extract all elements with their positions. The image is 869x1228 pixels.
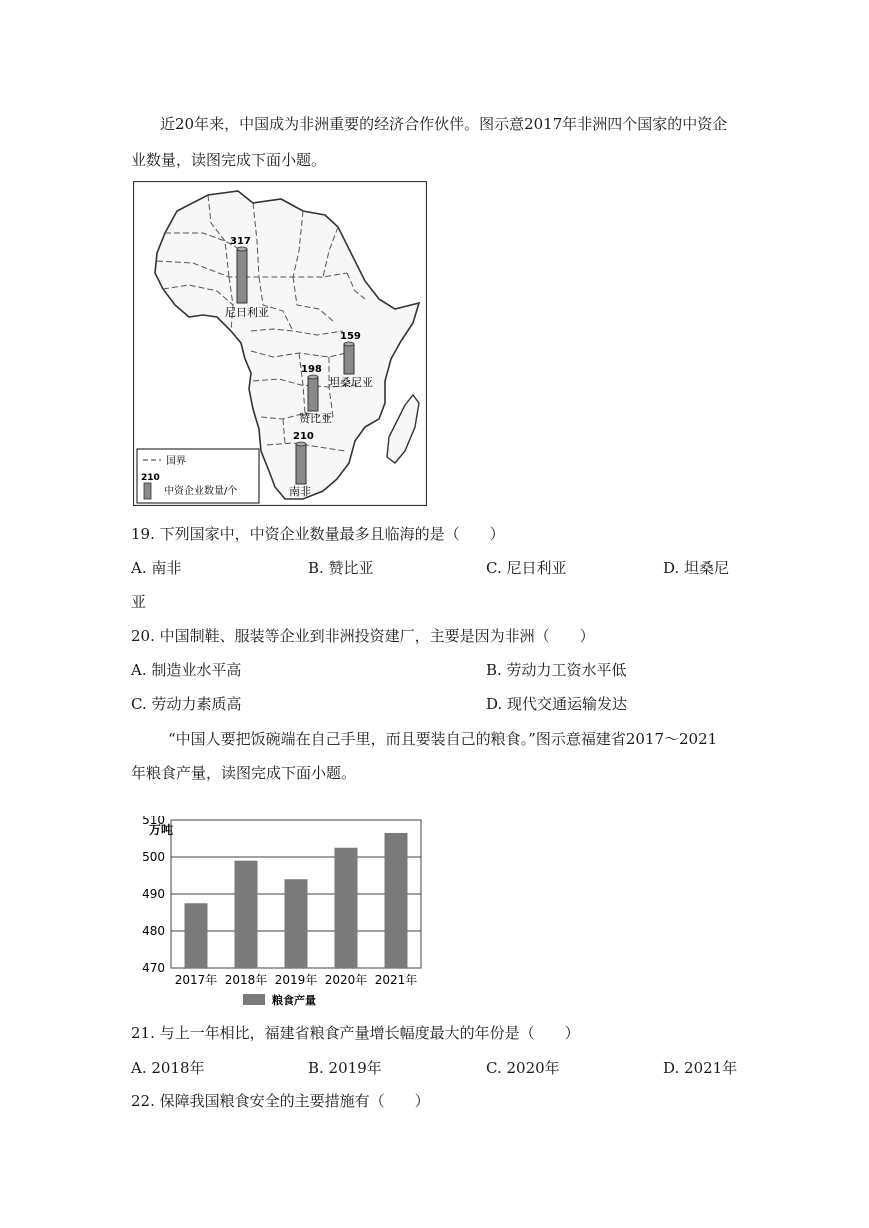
intro2-line1: “中国人要把饭碗端在自己手里，而且要装自己的粮食。”图示意福建省2017～2021 xyxy=(168,730,718,748)
x-tick-label: 2018年 xyxy=(224,973,268,987)
label-nigeria: 尼日利亚 xyxy=(225,306,269,319)
y-tick-label: 510 xyxy=(142,816,165,827)
x-tick-label: 2019年 xyxy=(274,973,318,987)
intro1-line1: 近20年来，中国成为非洲重要的经济合作伙伴。图示意2017年非洲四个国家的中资企 xyxy=(160,115,728,133)
q20-stem: 20. 中国制鞋、服装等企业到非洲投资建厂，主要是因为非洲（ ） xyxy=(131,627,595,645)
bar-tanzania xyxy=(344,344,354,374)
chart-legend-label: 粮食产量 xyxy=(272,994,316,1007)
bar-2021年 xyxy=(385,833,408,968)
map-legend xyxy=(137,449,259,503)
bar-nigeria xyxy=(237,249,247,303)
bar-2017年 xyxy=(185,903,208,968)
bar-south-africa xyxy=(296,444,306,484)
q20-option-d[interactable]: D. 现代交通运输发达 xyxy=(486,695,628,713)
label-tanzania: 坦桑尼亚 xyxy=(329,376,373,389)
x-tick-label: 2020年 xyxy=(324,973,368,987)
legend-bar-symbol xyxy=(144,483,151,499)
q21-option-a[interactable]: A. 2018年 xyxy=(131,1059,205,1077)
q19-stem: 19. 下列国家中，中资企业数量最多且临海的是（ ） xyxy=(131,525,505,543)
q22-stem: 22. 保障我国粮食安全的主要措施有（ ） xyxy=(131,1092,430,1110)
africa-map xyxy=(133,181,427,506)
y-tick-label: 500 xyxy=(142,850,165,864)
legend-border-label: 国界 xyxy=(166,456,186,467)
bar-2019年 xyxy=(285,879,308,968)
count-nigeria: 317 xyxy=(230,236,251,247)
x-tick-label: 2021年 xyxy=(374,973,418,987)
bar-zambia xyxy=(308,377,318,411)
legend-bar-label: 中资企业数量/个 xyxy=(164,486,238,497)
count-tanzania: 159 xyxy=(340,331,361,342)
chart-legend-swatch xyxy=(243,994,265,1005)
bar-2018年 xyxy=(235,861,258,968)
chart-y-ticks xyxy=(142,816,165,975)
intro1-line2: 业数量，读图完成下面小题。 xyxy=(131,151,327,169)
y-tick-label: 470 xyxy=(142,961,165,975)
chart-bars xyxy=(185,833,408,968)
legend-sample-value: 210 xyxy=(141,473,160,483)
count-south-africa: 210 xyxy=(293,431,314,442)
q21-option-b[interactable]: B. 2019年 xyxy=(308,1059,382,1077)
q19-option-c[interactable]: C. 尼日利亚 xyxy=(486,559,567,577)
bar-2020年 xyxy=(335,848,358,968)
q19-option-d-wrap: 亚 xyxy=(131,593,147,611)
q20-option-b[interactable]: B. 劳动力工资水平低 xyxy=(486,661,627,679)
q21-stem: 21. 与上一年相比，福建省粮食产量增长幅度最大的年份是（ ） xyxy=(131,1024,580,1042)
q19-option-b[interactable]: B. 赞比亚 xyxy=(308,559,374,577)
q20-option-a[interactable]: A. 制造业水平高 xyxy=(131,661,242,679)
count-zambia: 198 xyxy=(301,364,322,375)
q19-option-d[interactable]: D. 坦桑尼 xyxy=(663,559,730,577)
y-tick-label: 490 xyxy=(142,887,165,901)
q19-option-a[interactable]: A. 南非 xyxy=(131,559,182,577)
label-south-africa: 南非 xyxy=(289,485,311,498)
q20-option-c[interactable]: C. 劳动力素质高 xyxy=(131,695,242,713)
y-tick-label: 480 xyxy=(142,924,165,938)
label-zambia: 赞比亚 xyxy=(299,412,332,425)
q21-option-c[interactable]: C. 2020年 xyxy=(486,1059,560,1077)
chart-ylabel: 万吨 xyxy=(149,823,174,837)
intro2-line2: 年粮食产量，读图完成下面小题。 xyxy=(131,764,357,782)
x-tick-label: 2017年 xyxy=(174,973,218,987)
q21-option-d[interactable]: D. 2021年 xyxy=(663,1059,738,1077)
chart-x-ticks xyxy=(175,972,418,987)
grain-production-chart xyxy=(131,816,441,1016)
